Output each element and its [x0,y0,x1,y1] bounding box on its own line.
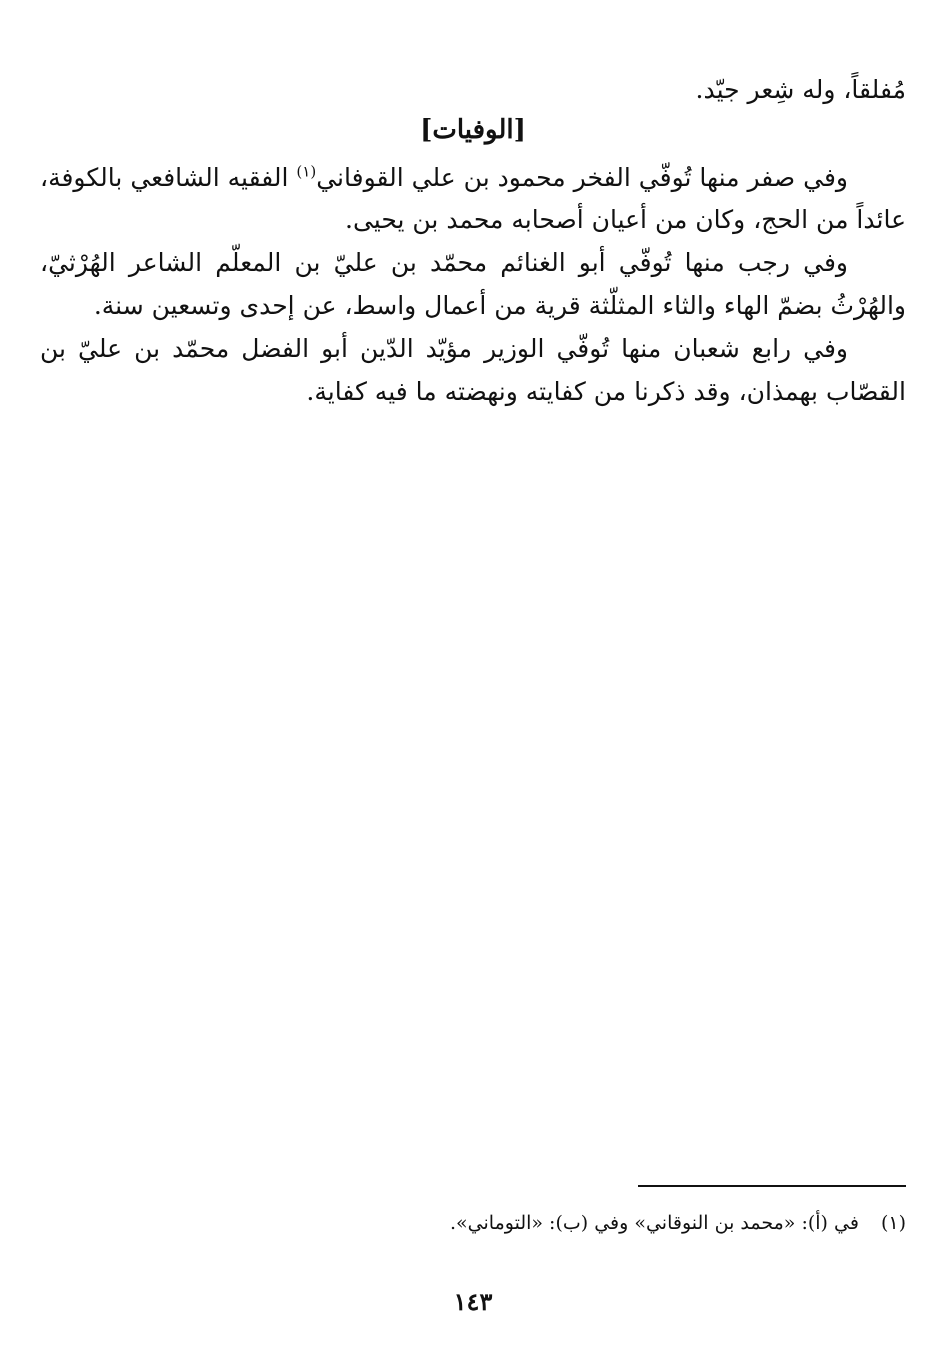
paragraph-1-text-b: الفقيه الشافعي بالكوفة، [40,163,297,192]
page-number: ١٤٣ [453,1287,493,1316]
paragraph-1-text-a: وفي صفر منها تُوفّي الفخر محمود بن علي القوفاني [316,163,848,192]
footnote-number: (١) [880,1212,906,1234]
footnote-text: في (أ): «محمد بن النوقاني» وفي (ب): «التوماني». [450,1212,859,1234]
footnote-divider [638,1185,906,1187]
footnote-marker: (١) [296,162,317,181]
paragraph-2-line-2: والهُرْثُ بضمّ الهاء والثاء المثلّثة قرية من أعمال واسط، عن إحدى وتسعين سنة. [93,291,906,320]
paragraph-3-line-2: القصّاب بهمذان، وقد ذكرنا من كفايته ونهضته ما فيه كفاية. [306,377,906,406]
footnote [40,1206,906,1240]
paragraph-3-line-1: وفي رابع شعبان منها تُوفّي الوزير مؤيّد الدّين أبو الفضل محمّد بن عليّ بن [40,334,848,363]
section-heading: [الوفيات] [420,115,526,145]
paragraph-2-line-1: وفي رجب منها تُوفّي أبو الغنائم محمّد بن عليّ بن المعلّم الشاعر الهُرْثيّ، [40,248,848,277]
paragraph-1-line-2: عائداً من الحج، وكان من أعيان أصحابه محمد بن يحيى. [345,205,906,234]
text-line-continuation: مُفلقاً، وله شِعر جيّد. [695,75,906,104]
paragraph-1-line-1 [40,158,906,198]
